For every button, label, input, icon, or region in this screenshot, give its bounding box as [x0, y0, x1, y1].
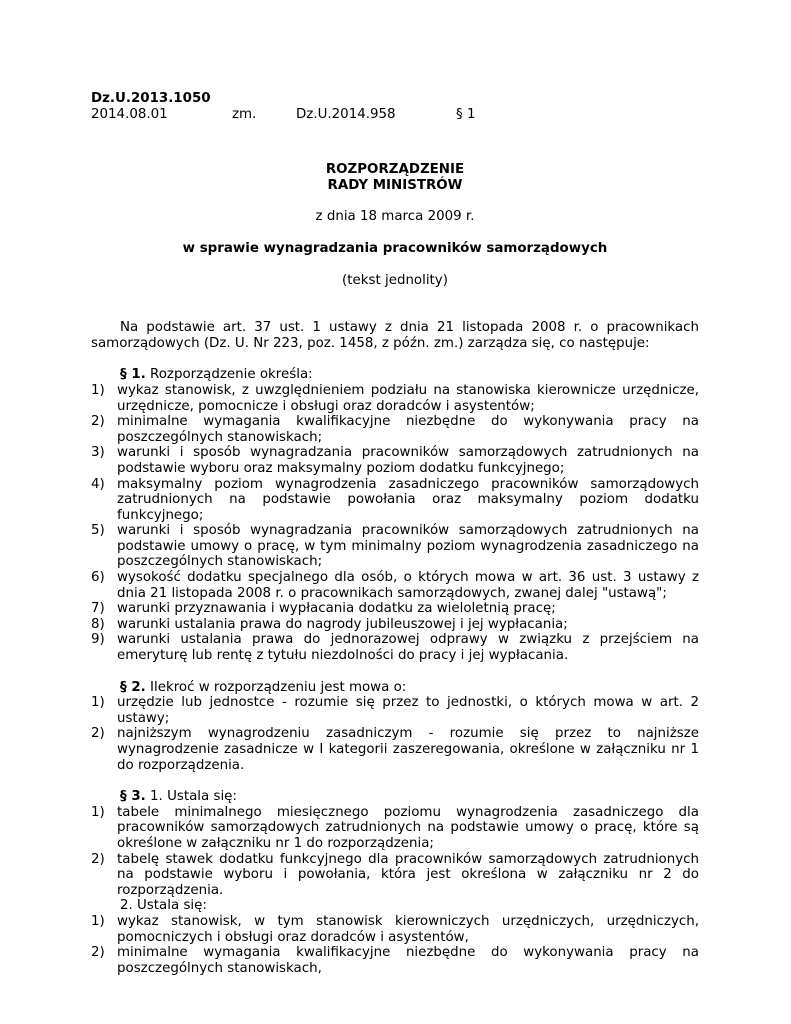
list-item — [91, 414, 699, 445]
item-number: 1) — [91, 382, 105, 398]
section-3-number: § 3. — [120, 789, 146, 805]
section-1-list — [91, 383, 699, 664]
section-2-heading — [91, 680, 699, 696]
item-number: 2) — [91, 414, 105, 430]
section-1-lead: Rozporządzenie określa: — [150, 367, 313, 383]
item-number: 3) — [91, 445, 105, 461]
section-3-lead: 1. Ustala się: — [150, 789, 237, 805]
item-text: tabele minimalnego miesięcznego poziomu wynagrodzenia zasadniczego dla pracowników samorządowych zatrudnionych na podstawie umowy o pracę, które są określone w załączniku nr 1 do rozporządzenia; — [117, 804, 699, 851]
amendment-reference: Dz.U.2014.958 — [296, 106, 396, 122]
section-3-list — [91, 805, 699, 899]
item-text: wykaz stanowisk, w tym stanowisk kierowniczych urzędniczych, urzędniczych, pomocniczych i obsługi oraz doradców i asystentów, — [117, 913, 699, 945]
item-text: urzędzie lub jednostce - rozumie się przez to jednostki, o których mowa w art. 2 ustawy; — [117, 695, 699, 726]
item-text: warunki i sposób wynagradzania pracowników samorządowych zatrudnionych na podstawie wyboru oraz maksymalny poziom dodatku funkcyjnego; — [117, 445, 699, 476]
item-number: 2) — [91, 851, 105, 867]
section-1-heading — [91, 367, 699, 383]
amendment-paragraph: § 1 — [456, 106, 476, 122]
item-text: minimalne wymagania kwalifikacyjne niezbędne do wykonywania pracy na poszczególnych stanowiskach; — [117, 414, 699, 445]
amendment-label: zm. — [232, 106, 257, 122]
item-number: 1) — [91, 913, 105, 929]
list-item — [91, 805, 699, 852]
list-item — [91, 445, 699, 476]
list-item — [91, 477, 699, 524]
list-item — [91, 383, 699, 414]
item-text: warunki ustalania prawa do jednorazowej odprawy w związku z przejściem na emeryturę lub rentę z tytułu niezdolności do pracy i jej wypłacania. — [117, 632, 699, 664]
section-2-number: § 2. — [120, 679, 146, 695]
section-1-number: § 1. — [120, 367, 146, 383]
item-text: najniższym wynagrodzeniu zasadniczym - rozumie się przez to najniższe wynagrodzenie zasadnicze w I kategorii zaszeregowania, określone w załączniku nr 1 do rozporządzenia. — [117, 726, 699, 773]
item-number: 1) — [91, 804, 105, 820]
item-number: 4) — [91, 476, 105, 492]
document-title — [91, 162, 699, 193]
item-text: minimalne wymagania kwalifikacyjne niezbędne do wykonywania pracy na poszczególnych stanowiskach, — [117, 945, 699, 976]
document-date: z dnia 18 marca 2009 r. — [315, 209, 475, 225]
list-item — [91, 570, 699, 601]
list-item — [91, 945, 699, 976]
section-2-lead: Ilekroć w rozporządzeniu jest mowa o: — [150, 679, 407, 695]
section-3-subsection-2-lead: 2. Ustala się: — [120, 898, 207, 914]
section-2-list — [91, 695, 699, 773]
item-text: warunki ustalania prawa do nagrody jubileuszowej i jej wypłacania; — [117, 616, 568, 632]
item-number: 5) — [91, 523, 105, 539]
item-number: 6) — [91, 570, 105, 586]
section-3-heading — [91, 789, 699, 805]
title-line-2: RADY MINISTRÓW — [327, 177, 463, 193]
item-text: warunki przyznawania i wypłacania dodatku za wieloletnią pracę; — [117, 601, 556, 617]
item-number: 9) — [91, 632, 105, 648]
list-item — [91, 914, 699, 945]
title-line-1: ROZPORZĄDZENIE — [325, 162, 465, 178]
item-text: warunki i sposób wynagradzania pracowników samorządowych zatrudnionych na podstawie umowy o pracę, w tym minimalny poziom wynagrodzenia zasadniczego na poszczególnych stanowiskach; — [117, 523, 699, 570]
list-item — [91, 523, 699, 570]
section-3-subsection-2-list — [91, 914, 699, 976]
list-item — [91, 601, 699, 617]
item-number: 1) — [91, 695, 105, 711]
item-text: tabelę stawek dodatku funkcyjnego dla pracowników samorządowych zatrudnionych na podstawie wyboru i powołania, która jest określona w załączniku nr 2 do rozporządzenia. — [117, 851, 699, 898]
amendment-date: 2014.08.01 — [91, 106, 168, 122]
document-subject: w sprawie wynagradzania pracowników samorządowych — [182, 240, 608, 256]
legal-basis: Na podstawie art. 37 ust. 1 ustawy z dnia 21 listopada 2008 r. o pracownikach samorządowych (Dz. U. Nr 223, poz. 1458, z późn. zm.) zarządza się, co następuje: — [91, 320, 699, 351]
document-page — [91, 91, 699, 976]
item-text: wysokość dodatku specjalnego dla osób, o których mowa w art. 36 ust. 3 ustawy z dnia 21 listopada 2008 r. o pracownikach samorządowych, zwanej dalej "ustawą"; — [117, 570, 699, 601]
publication-id: Dz.U.2013.1050 — [91, 91, 211, 106]
item-number: 8) — [91, 616, 105, 632]
item-text: wykaz stanowisk, z uwzględnieniem podziału na stanowiska kierownicze urzędnicze, urzędnicze, pomocnicze i obsługi oraz doradców i asystentów; — [117, 382, 699, 414]
item-number: 2) — [91, 726, 105, 742]
list-item — [91, 726, 699, 773]
list-item — [91, 852, 699, 899]
item-text: maksymalny poziom wynagrodzenia zasadniczego pracowników samorządowych zatrudnionych na podstawie powołania oraz maksymalny poziom dodatku funkcyjnego; — [117, 476, 699, 523]
list-item — [91, 632, 699, 663]
list-item — [91, 617, 699, 633]
item-number: 7) — [91, 601, 105, 617]
list-item — [91, 695, 699, 726]
amendment-row — [91, 107, 699, 123]
unified-text-note: (tekst jednolity) — [342, 272, 448, 288]
item-number: 2) — [91, 945, 105, 961]
